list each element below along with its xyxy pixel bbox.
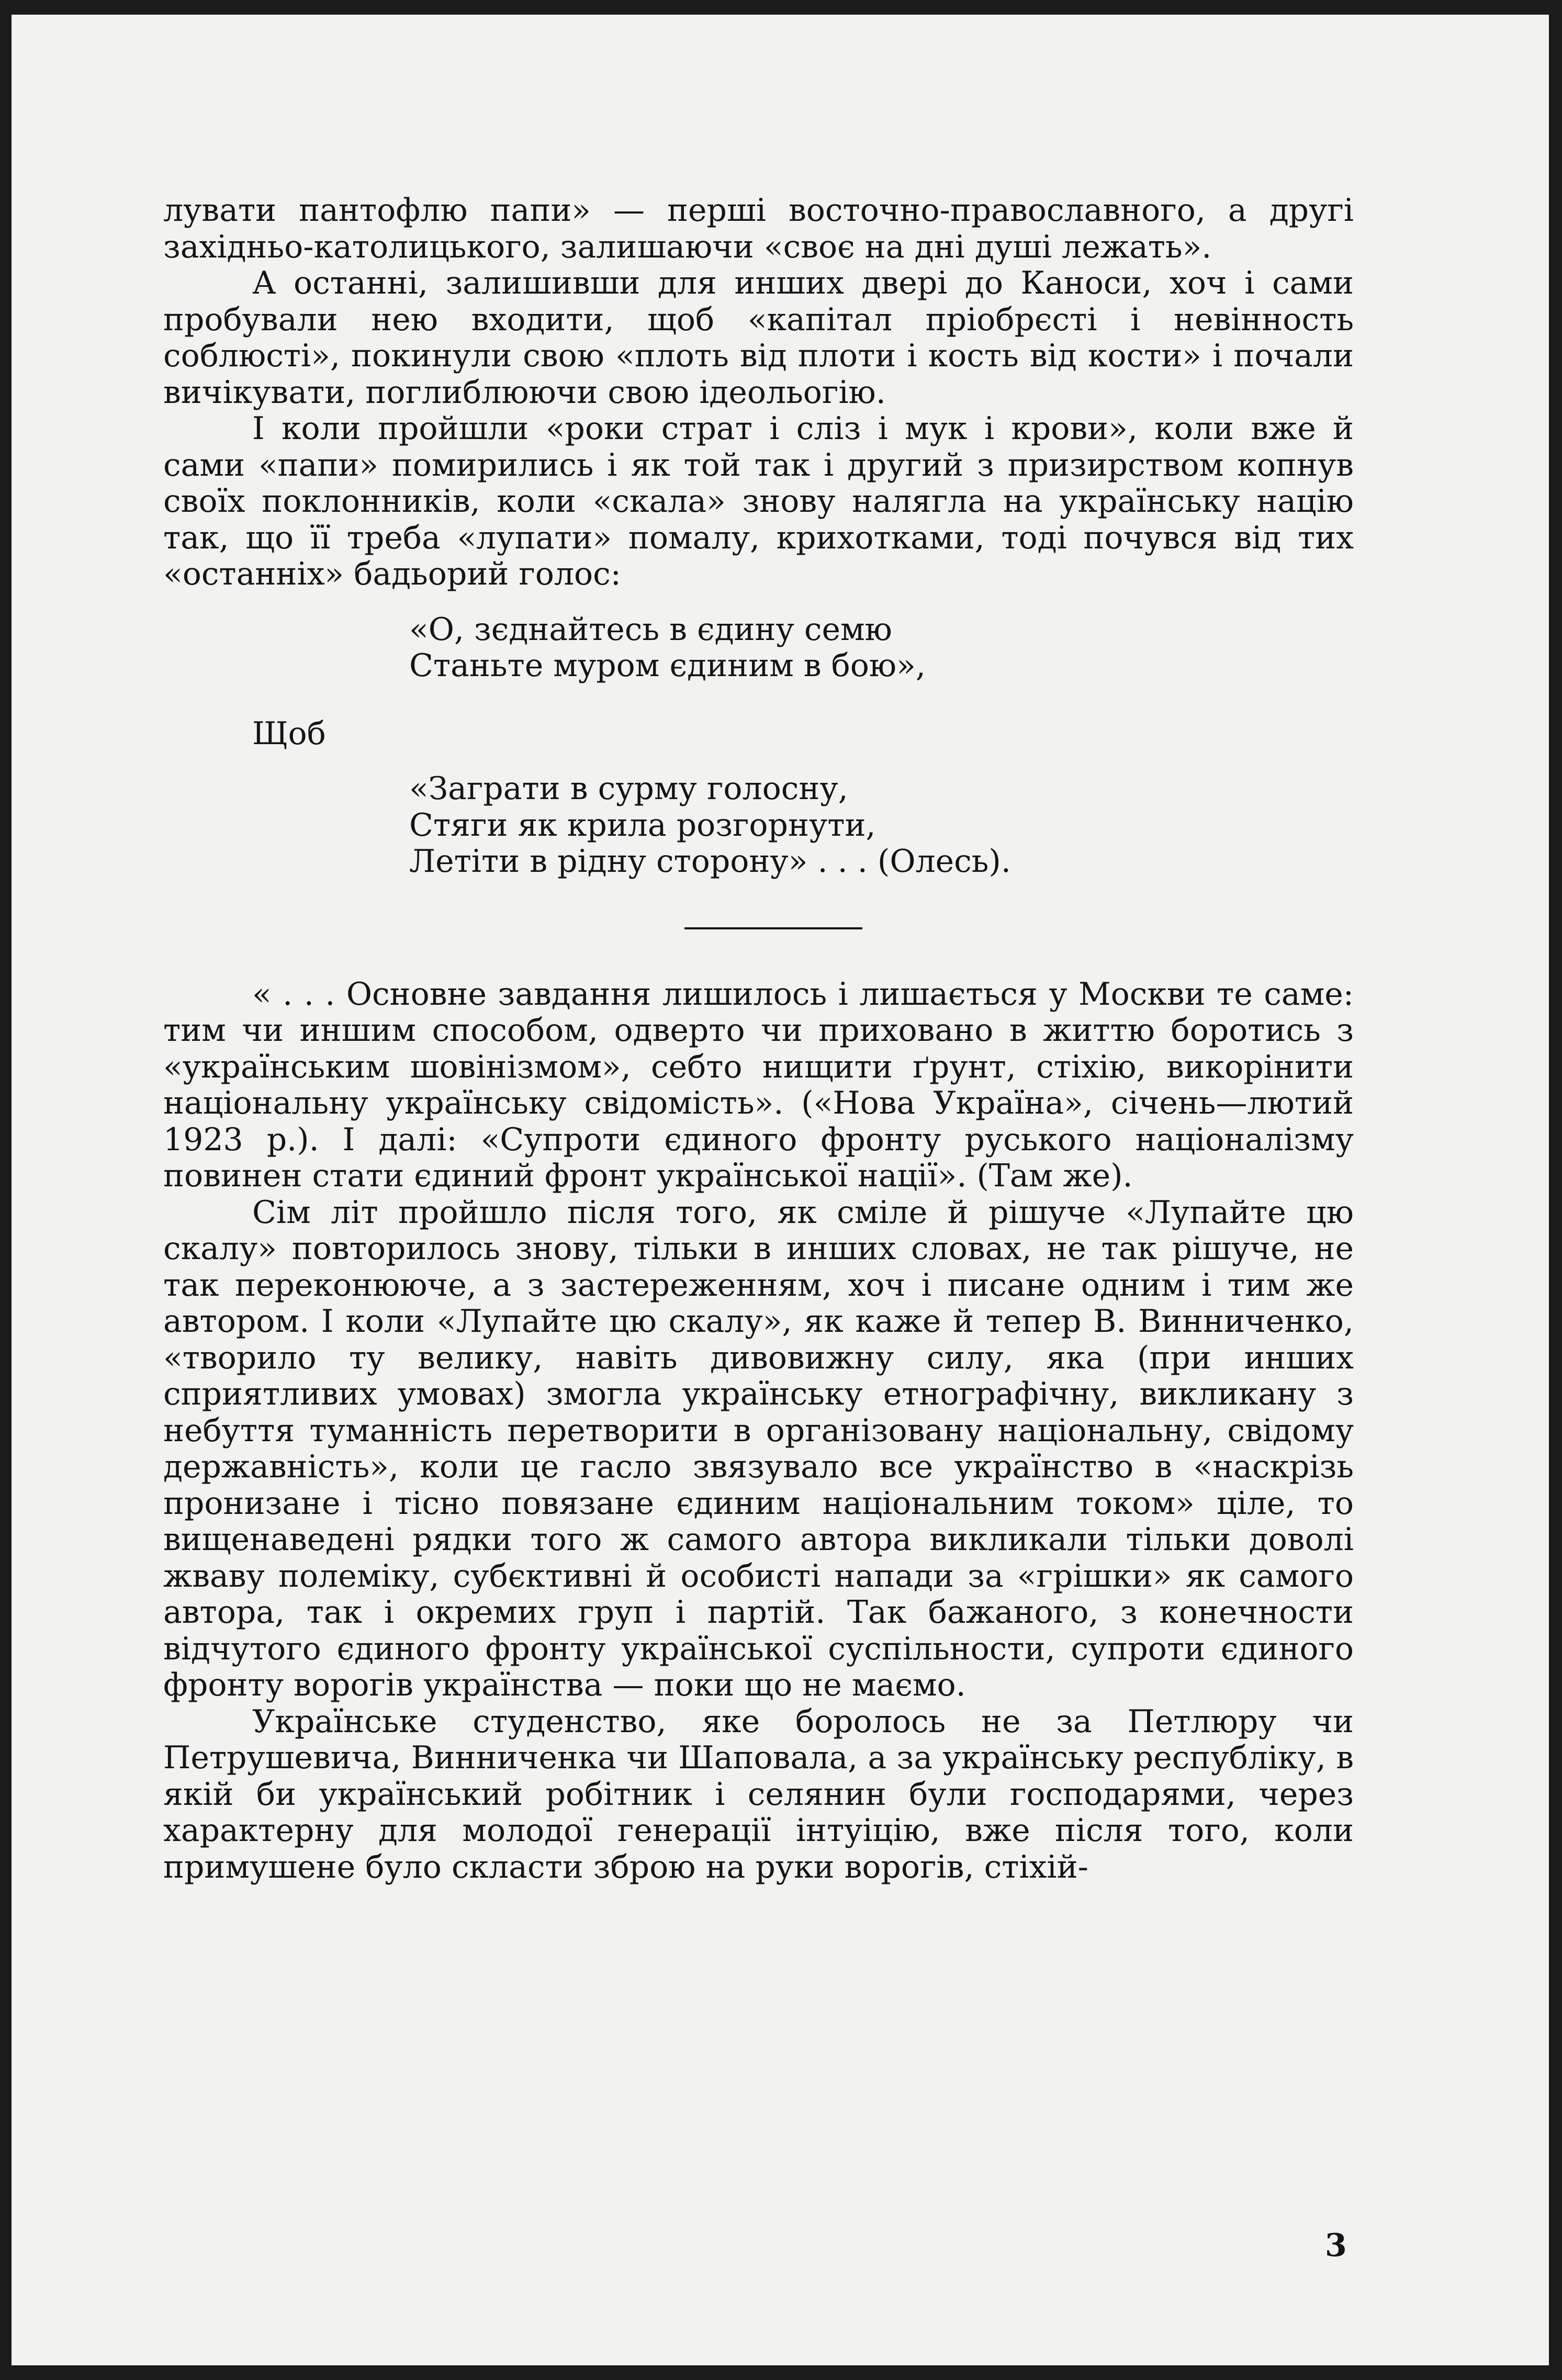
poem-line: «О, зєднайтесь в єдину семю: [409, 611, 892, 648]
paragraph-2: А останні, залишивши для инших двері до Каноси, хоч і сами пробували нею входити, щоб «капітал пріобрєсті і невінность соблюсті», покинули свою «плоть від плоти і кость від кости» і почали вичікувати, поглиблюючи свою ідеольогію.: [163, 265, 1354, 411]
paragraph-5: Сім літ пройшло після того, як сміле й рішуче «Лупайте цю скалу» повторилось знову, тільки в инших словах, не так рішуче, не так переконююче, а з застереженням, хоч і писане одним і тим же автором. І коли «Лупайте цю скалу», як каже й тепер В. Винниченко, «творило ту велику, навіть дивовижну силу, яка (при инших сприятливих умовах) змогла українську етнографічну, викликану з небуття туманність перетворити в організовану національну, свідому державність», коли це гасло звязувало все українство в «наскрізь пронизане і тісно повязане єдиним національним током» ціле, то вищенаведені рядки того ж самого автора викликали тільки доволі жваву полеміку, субєктивні й особисті напади за «грішки» як самого автора, так і окремих груп і партій. Так бажаного, з конечности відчутого єдиного фронту української суспільности, супроти єдиного фронту ворогів українства — поки що не маємо.: [163, 1194, 1354, 1703]
connector-word: Щоб: [252, 715, 326, 752]
poem-stanza-2: [409, 771, 1354, 880]
paragraph-3: І коли пройшли «роки страт і сліз і мук і крови», коли вже й сами «папи» помирились і як той так і другий з призирством копнув своїх поклонників, коли «скала» знову налягла на українську націю так, що її треба «лупати» помалу, крихотками, тоді почувся від тих «останніх» бадьорий голос:: [163, 410, 1354, 592]
poem-line: «Заграти в сурму голосну,: [409, 770, 848, 807]
section-divider: [684, 927, 862, 929]
paragraph-1: лувати пантофлю папи» — перші восточно-православного, а другі західньо-католицького, залишаючи «своє на дні душі лежать».: [163, 192, 1354, 265]
poem-line: Стяги як крила розгорнути,: [409, 806, 876, 844]
paragraph-4: « . . . Основне завдання лишилось і лишається у Москви те саме: тим чи иншим способом, одверто чи приховано в життю боротись з «українським шовінізмом», себто нищити ґрунт, стіхію, викорінити національну українську свідомість». («Нова Україна», січень—лютий 1923 р.). І далі: «Супроти єдиного фронту руського націоналізму повинен стати єдиний фронт української нації». (Там же).: [163, 975, 1354, 1194]
poem-stanza-1: [409, 612, 1354, 684]
body-text: [163, 193, 1354, 1885]
poem-line: Станьте муром єдиним в бою»,: [409, 647, 926, 684]
page-number: 3: [1325, 2227, 1347, 2264]
poem-line: Летіти в рідну сторону» . . . (Олесь).: [409, 843, 1011, 880]
paragraph-6: Українське студенство, яке боролось не за Петлюру чи Петрушевича, Винниченка чи Шаповала, а за українську республіку, в якій би український робітник і селянин були господарями, через характерну для молодої генерації інтуіцію, вже після того, коли примушене було скласти зброю на руки ворогів, стіхій-: [163, 1703, 1354, 1885]
document-page: [12, 15, 1549, 2365]
